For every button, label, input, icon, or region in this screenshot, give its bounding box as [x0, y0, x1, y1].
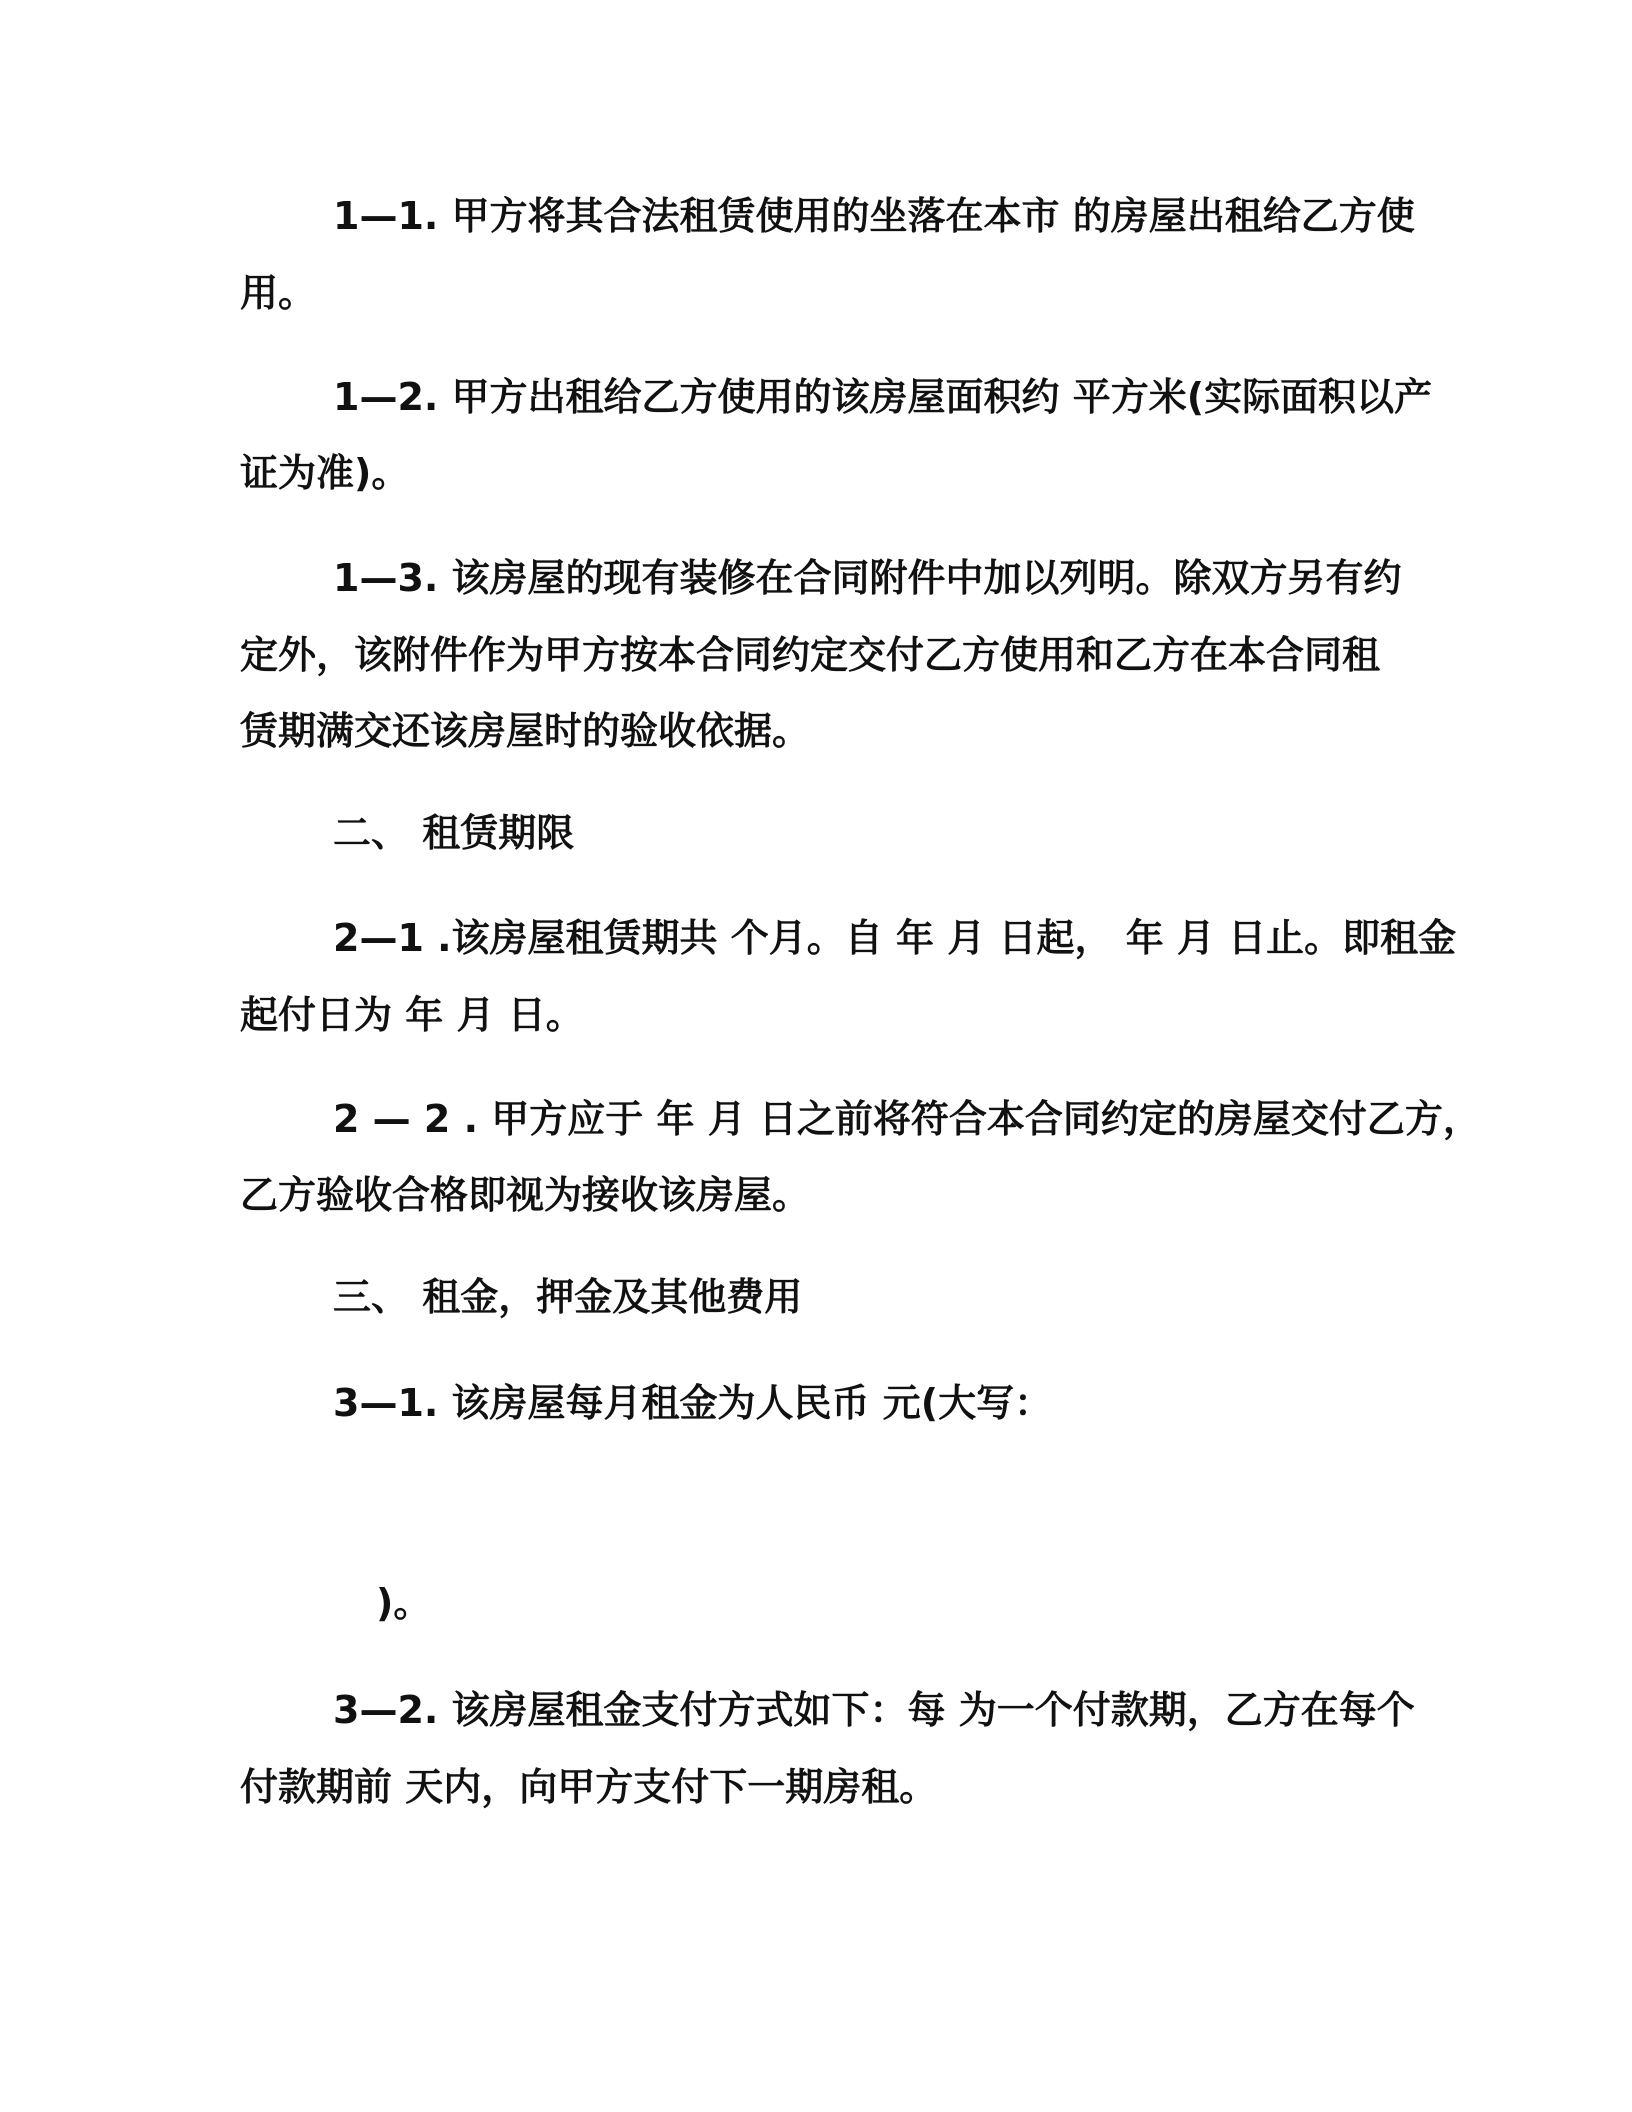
clause-3-1-line-2: )。 — [376, 1581, 432, 1625]
clause-1-3-line-3: 赁期满交还该房屋时的验收依据。 — [240, 709, 811, 753]
clause-1-3-line-2: 定外，该附件作为甲方按本合同约定交付乙方使用和乙方在本合同租 — [240, 633, 1381, 677]
clause-1-2-line-2: 证为准)。 — [240, 451, 410, 495]
clause-1-2-line-1: 1—2. 甲方出租给乙方使用的该房屋面积约 平方米(实际面积以产 — [333, 375, 1433, 419]
clause-3-2-line-2: 付款期前 天内，向甲方支付下一期房租。 — [240, 1765, 938, 1809]
clause-3-2-line-1: 3—2. 该房屋租金支付方式如下：每 为一个付款期，乙方在每个 — [333, 1688, 1415, 1732]
section-heading-2: 二、 租赁期限 — [333, 811, 575, 855]
clause-1-1-line-1: 1—1. 甲方将其合法租赁使用的坐落在本市 的房屋出租给乙方使 — [333, 194, 1415, 238]
clause-2-2-line-2: 乙方验收合格即视为接收该房屋。 — [240, 1173, 811, 1217]
clause-2-2-line-1: 2 — 2 . 甲方应于 年 月 日之前将符合本合同约定的房屋交付乙方， — [333, 1097, 1481, 1141]
section-heading-3: 三、 租金，押金及其他费用 — [333, 1275, 803, 1319]
clause-1-3-line-1: 1—3. 该房屋的现有装修在合同附件中加以列明。除双方另有约 — [333, 556, 1402, 600]
clause-2-1-line-2: 起付日为 年 月 日。 — [240, 993, 584, 1037]
clause-3-1-line-1: 3—1. 该房屋每月租金为人民币 元(大写： — [333, 1381, 1053, 1425]
clause-1-1-line-2: 用。 — [240, 271, 317, 315]
clause-2-1-line-1: 2—1 .该房屋租赁期共 个月。自 年 月 日起， 年 月 日止。即租金 — [333, 916, 1457, 960]
